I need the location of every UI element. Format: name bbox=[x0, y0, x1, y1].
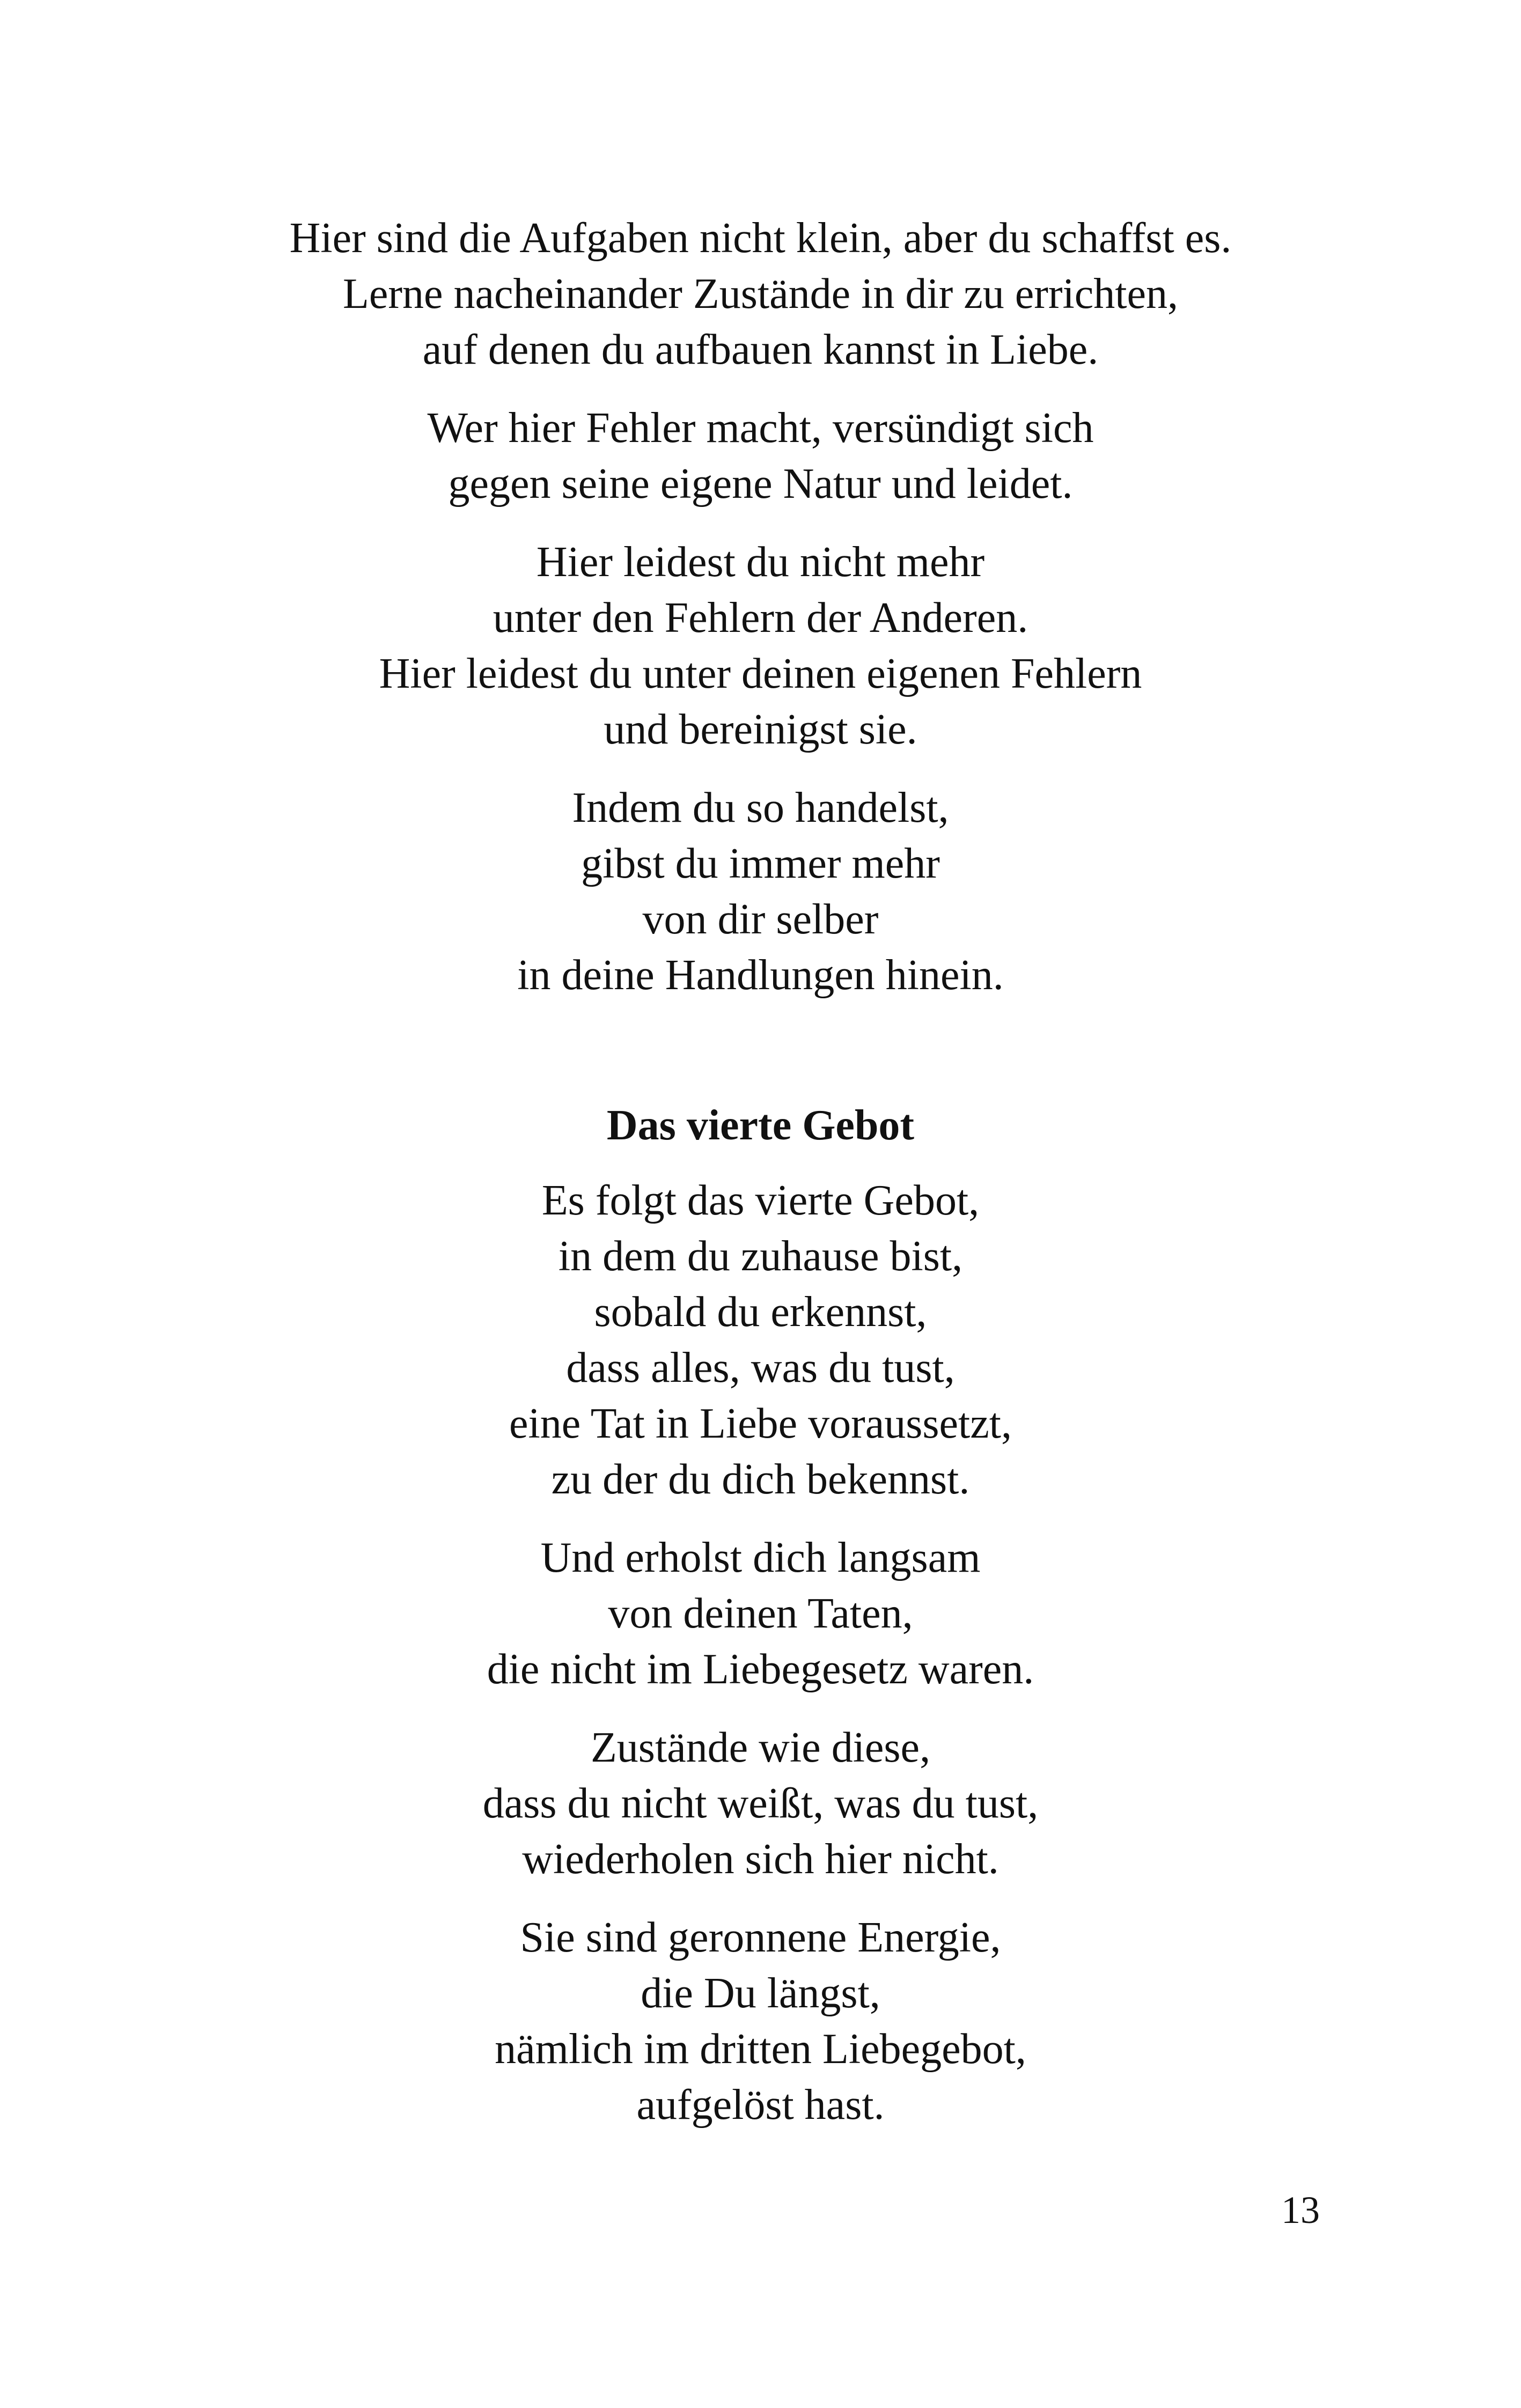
poem-line: unter den Fehlern der Anderen. bbox=[493, 594, 1028, 642]
stanza-7 bbox=[161, 1720, 1360, 1887]
poem-line: gibst du immer mehr bbox=[581, 840, 940, 887]
stanza-1 bbox=[161, 210, 1360, 378]
poem-line: Lerne nacheinander Zustände in dir zu errichten, bbox=[342, 270, 1179, 318]
poem-line: in dem du zuhause bist, bbox=[558, 1233, 963, 1280]
poem-line: sobald du erkennst, bbox=[594, 1288, 927, 1336]
stanza-3 bbox=[161, 534, 1360, 757]
poem-line: Hier leidest du nicht mehr bbox=[536, 539, 985, 586]
poem-line: Sie sind geronnene Energie, bbox=[520, 1914, 1001, 1961]
poem-text bbox=[161, 210, 1360, 2155]
poem-line: Es folgt das vierte Gebot, bbox=[541, 1177, 980, 1224]
stanza-4 bbox=[161, 780, 1360, 1003]
page-number: 13 bbox=[1281, 2189, 1320, 2232]
poem-line: in deine Handlungen hinein. bbox=[517, 952, 1004, 999]
poem-line: Wer hier Fehler macht, versündigt sich bbox=[427, 404, 1094, 452]
poem-line: zu der du dich bekennst. bbox=[551, 1456, 970, 1503]
section-heading: Das vierte Gebot bbox=[606, 1102, 915, 1149]
poem-line: Zustände wie diese, bbox=[590, 1724, 931, 1771]
poem-line: Und erholst dich langsam bbox=[540, 1534, 981, 1581]
poem-line: die nicht im Liebegesetz waren. bbox=[487, 1646, 1034, 1693]
stanza-5 bbox=[161, 1173, 1360, 1507]
poem-line: dass alles, was du tust, bbox=[566, 1344, 955, 1391]
poem-line: nämlich im dritten Liebegebot, bbox=[495, 2026, 1026, 2073]
poem-line: Hier sind die Aufgaben nicht klein, aber du schaffst es. bbox=[289, 215, 1232, 262]
poem-line: gegen seine eigene Natur und leidet. bbox=[448, 460, 1073, 507]
stanza-6 bbox=[161, 1530, 1360, 1697]
poem-line: und bereinigst sie. bbox=[604, 706, 917, 753]
poem-line: von deinen Taten, bbox=[608, 1590, 913, 1637]
poem-line: Indem du so handelst, bbox=[572, 784, 949, 831]
poem-line: wiederholen sich hier nicht. bbox=[522, 1836, 999, 1883]
poem-line: von dir selber bbox=[642, 896, 879, 943]
stanza-2 bbox=[161, 400, 1360, 512]
poem-line: auf denen du aufbauen kannst in Liebe. bbox=[422, 326, 1099, 373]
poem-line: eine Tat in Liebe voraussetzt, bbox=[509, 1400, 1012, 1447]
poem-line: Hier leidest du unter deinen eigenen Fehlern bbox=[379, 650, 1142, 697]
poem-line: dass du nicht weißt, was du tust, bbox=[482, 1780, 1039, 1827]
poem-line: aufgelöst hast. bbox=[636, 2081, 885, 2129]
stanza-8 bbox=[161, 1910, 1360, 2133]
poem-line: die Du längst, bbox=[641, 1970, 880, 2017]
